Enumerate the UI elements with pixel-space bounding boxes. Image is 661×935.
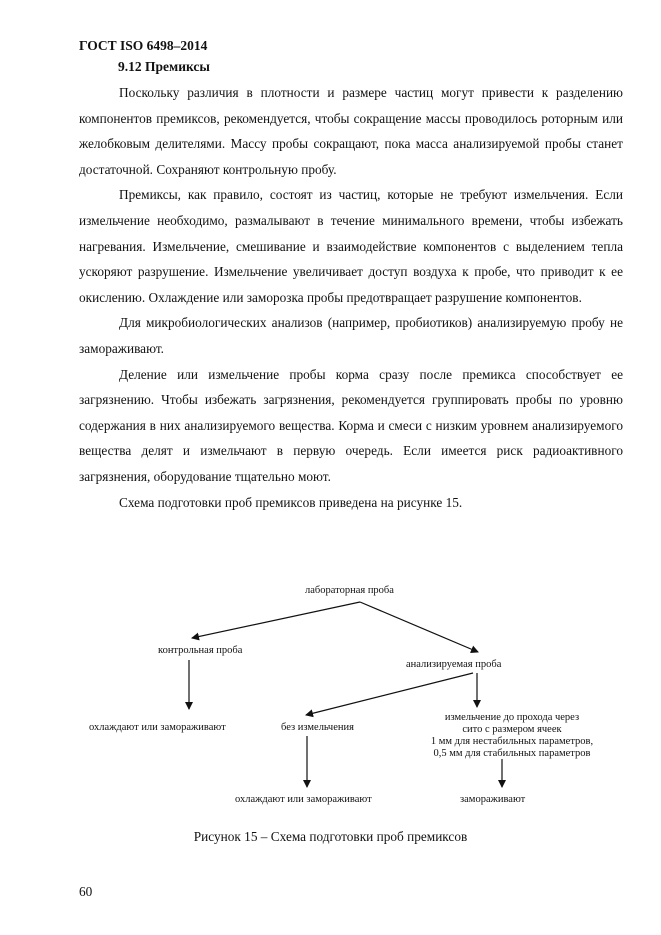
node-no-grinding: без измельчения bbox=[281, 722, 354, 733]
document-header: ГОСТ ISO 6498–2014 bbox=[79, 38, 208, 53]
grinding-line: 1 мм для нестабильных параметров, bbox=[430, 736, 594, 747]
paragraph: Для микробиологических анализов (например, пробиотиков) анализируемую пробу не замораживают. bbox=[79, 315, 623, 356]
node-control-sample: контрольная проба bbox=[158, 645, 243, 656]
arrow-analysis-to-nogrind bbox=[306, 673, 473, 715]
grinding-line: 0,5 мм для стабильных параметров bbox=[433, 748, 591, 759]
page-number: 60 bbox=[79, 884, 93, 899]
body-text bbox=[79, 80, 623, 515]
paragraph: Поскольку различия в плотности и размере частиц могут привести к разделению компонентов премиксов, рекомендуется, чтобы сокращение массы проводилось роторным или желобковым делителями. Массу пробы сокращают, пока масса анализируемой пробы станет достаточной. Сохраняют контрольную пробу. bbox=[79, 85, 623, 177]
grinding-line: сито с размером ячеек bbox=[462, 724, 562, 735]
grinding-line: измельчение до прохода через bbox=[444, 712, 580, 723]
node-control-cool: охлаждают или замораживают bbox=[89, 722, 226, 733]
figure-caption: Рисунок 15 – Схема подготовки проб премиксов bbox=[193, 829, 468, 844]
arrow-lab-to-analysis bbox=[360, 602, 478, 652]
node-grinding bbox=[402, 712, 622, 760]
paragraph: Деление или измельчение пробы корма сразу после премикса способствует ее загрязнению. Чтобы избежать загрязнения, рекомендуется группировать пробы по уровню содержания в них анализируемого вещества. Корма и смеси с низким уровнем анализируемого вещества делят и измельчают в первую очередь. Если имеется риск радиоактивного загрязнения, оборудование тщательно моют. bbox=[79, 366, 623, 484]
node-lab-sample: лабораторная проба bbox=[305, 585, 394, 596]
paragraph: Схема подготовки проб премиксов приведена на рисунке 15. bbox=[119, 494, 463, 510]
section-heading: 9.12 Премиксы bbox=[118, 59, 210, 74]
sample-preparation-diagram bbox=[0, 575, 661, 815]
diagram-arrows bbox=[0, 575, 661, 815]
node-analysis-sample: анализируемая проба bbox=[406, 659, 502, 670]
arrow-lab-to-control bbox=[192, 602, 360, 638]
node-nogrind-cool: охлаждают или замораживают bbox=[235, 794, 372, 805]
node-freeze: замораживают bbox=[460, 794, 526, 805]
paragraph: Премиксы, как правило, состоят из частиц, которые не требуют измельчения. Если измельчение необходимо, размалывают в течение минимального времени, чтобы избежать нагревания. Измельчение, смешивание и взаимодействие компонентов с выделением тепла ускоряют разрушение. Измельчение увеличивает доступ воздуха к пробе, что приводит к ее окислению. Охлаждение или заморозка пробы предотвращает разрушение компонентов. bbox=[79, 187, 623, 305]
